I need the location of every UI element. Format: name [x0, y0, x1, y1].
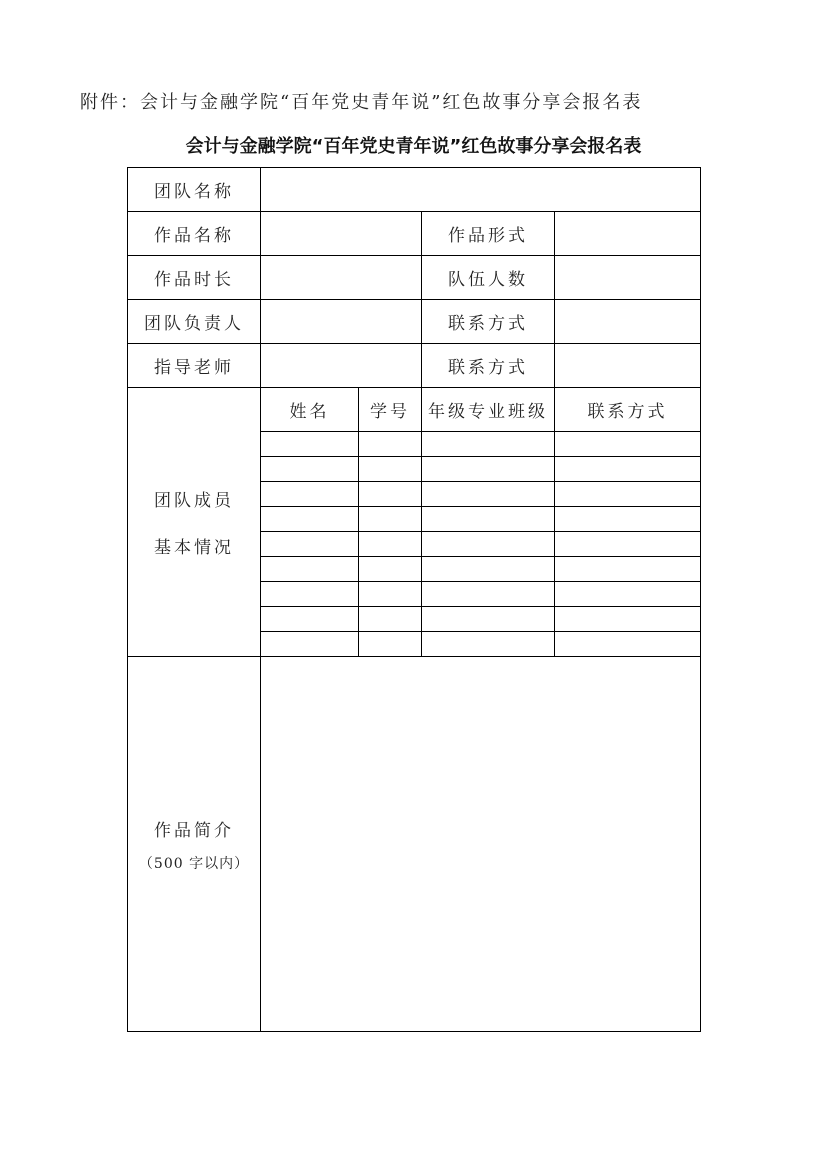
member-name-cell[interactable]	[261, 482, 359, 507]
field-work-duration[interactable]	[261, 256, 422, 300]
column-header-contact: 联系方式	[555, 388, 701, 432]
label-team-size: 队伍人数	[422, 256, 555, 300]
field-work-intro[interactable]	[261, 657, 701, 1032]
label-advisor: 指导老师	[128, 344, 261, 388]
member-contact-cell[interactable]	[555, 482, 701, 507]
member-name-cell[interactable]	[261, 457, 359, 482]
member-contact-cell[interactable]	[555, 532, 701, 557]
attachment-line: 附件：会计与金融学院“百年党史青年说”红色故事分享会报名表	[80, 92, 643, 113]
label-advisor-contact: 联系方式	[422, 344, 555, 388]
member-class-cell[interactable]	[422, 432, 555, 457]
field-advisor[interactable]	[261, 344, 422, 388]
column-header-student-id: 学号	[359, 388, 422, 432]
label-work-intro	[128, 657, 261, 1032]
member-class-cell[interactable]	[422, 557, 555, 582]
label-team-name: 团队名称	[128, 168, 261, 212]
member-contact-cell[interactable]	[555, 607, 701, 632]
member-class-cell[interactable]	[422, 532, 555, 557]
member-name-cell[interactable]	[261, 507, 359, 532]
field-team-name[interactable]	[261, 168, 701, 212]
member-contact-cell[interactable]	[555, 632, 701, 657]
member-id-cell[interactable]	[359, 632, 422, 657]
member-contact-cell[interactable]	[555, 557, 701, 582]
column-header-class: 年级专业班级	[422, 388, 555, 432]
member-class-cell[interactable]	[422, 582, 555, 607]
label-intro: 作品简介	[154, 820, 234, 841]
label-work-duration: 作品时长	[128, 256, 261, 300]
member-name-cell[interactable]	[261, 607, 359, 632]
member-name-cell[interactable]	[261, 432, 359, 457]
label-leader-contact: 联系方式	[422, 300, 555, 344]
member-id-cell[interactable]	[359, 557, 422, 582]
member-class-cell[interactable]	[422, 507, 555, 532]
label-team-members	[128, 388, 261, 657]
field-team-leader[interactable]	[261, 300, 422, 344]
member-contact-cell[interactable]	[555, 432, 701, 457]
member-id-cell[interactable]	[359, 532, 422, 557]
field-advisor-contact[interactable]	[555, 344, 701, 388]
member-name-cell[interactable]	[261, 532, 359, 557]
member-name-cell[interactable]	[261, 632, 359, 657]
field-team-size[interactable]	[555, 256, 701, 300]
label-members-line1: 团队成员	[154, 491, 234, 511]
member-name-cell[interactable]	[261, 582, 359, 607]
member-class-cell[interactable]	[422, 457, 555, 482]
member-class-cell[interactable]	[422, 482, 555, 507]
field-leader-contact[interactable]	[555, 300, 701, 344]
member-contact-cell[interactable]	[555, 507, 701, 532]
member-class-cell[interactable]	[422, 632, 555, 657]
member-id-cell[interactable]	[359, 432, 422, 457]
member-contact-cell[interactable]	[555, 457, 701, 482]
label-intro-note: （500 字以内）	[138, 855, 250, 872]
form-title: 会计与金融学院“百年党史青年说”红色故事分享会报名表	[185, 136, 642, 157]
field-work-name[interactable]	[261, 212, 422, 256]
member-class-cell[interactable]	[422, 607, 555, 632]
member-id-cell[interactable]	[359, 507, 422, 532]
registration-form	[127, 167, 701, 1032]
column-header-name: 姓名	[261, 388, 359, 432]
field-work-format[interactable]	[555, 212, 701, 256]
label-team-leader: 团队负责人	[128, 300, 261, 344]
label-work-name: 作品名称	[128, 212, 261, 256]
member-id-cell[interactable]	[359, 607, 422, 632]
member-contact-cell[interactable]	[555, 582, 701, 607]
label-work-format: 作品形式	[422, 212, 555, 256]
label-members-line2: 基本情况	[154, 538, 234, 558]
member-id-cell[interactable]	[359, 582, 422, 607]
member-name-cell[interactable]	[261, 557, 359, 582]
member-id-cell[interactable]	[359, 482, 422, 507]
member-id-cell[interactable]	[359, 457, 422, 482]
